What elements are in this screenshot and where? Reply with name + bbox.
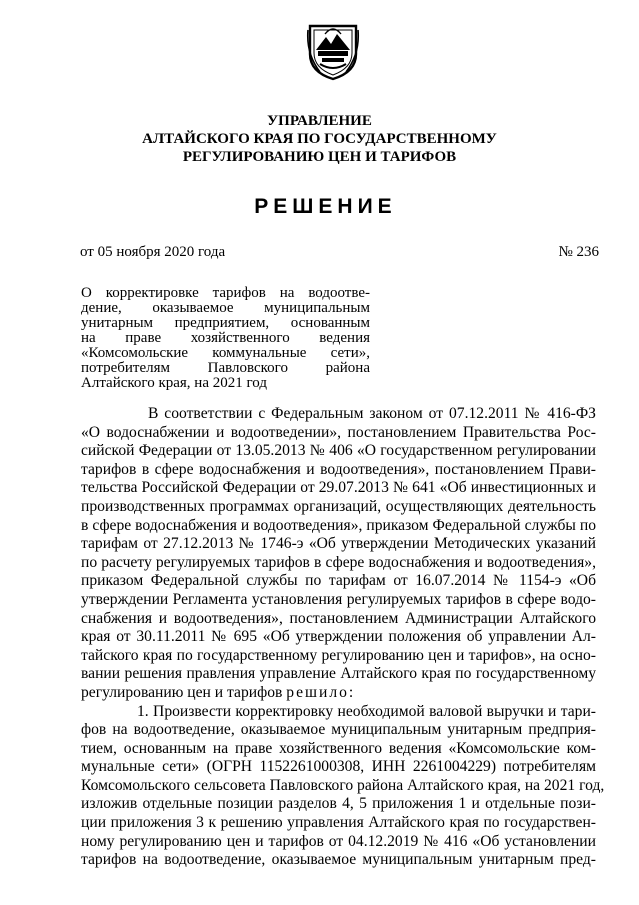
body-line: по расчету регулируемых тарифов в сфере водоснабжения и водоотведения», [81,553,596,571]
body-line [81,684,596,703]
authority-line-1: УПРАВЛЕНИЕ [267,113,372,129]
body-line: тием, основанным на праве хозяйственного ведения «Комсомольские ком- [81,739,596,757]
altai-krai-coat-of-arms-icon [306,20,360,82]
body-line: фов на водоотведение, оказываемое муниципальным унитарным предприя- [81,721,596,739]
issuing-authority [0,112,639,166]
body-line: производственных программах организаций, осуществляющих деятельность [81,497,596,515]
subject-line: Алтайского края, на 2021 год [81,375,267,391]
body-line: тарифам от 27.12.2013 № 1746-э «Об утверждении Методических указаний [81,535,596,553]
body-line: вании решения правления управление Алтайского края по государственному [81,665,596,683]
subject-line: О корректировке тарифов на водоотве- [81,285,370,301]
body-line: края от 30.11.2011 № 695 «Об утверждении положения об управлении Ал- [81,628,596,646]
body-line: тарифов на водоотведение, оказываемое муниципальным унитарным пред- [81,851,596,869]
body-line: в сфере водоснабжения и водоотведения», приказом Федеральной службы по [81,516,596,534]
body-line: утверждении Регламента установления регулируемых тарифов в сфере водо- [81,590,596,608]
body-line: изложив отдельные позиции разделов 4, 5 приложения 1 и отдельные пози- [81,795,596,813]
body-line: тарифов в сфере водоснабжения и водоотведения», постановлением Прави- [81,460,596,478]
body-line: тайского края по государственному регулированию цен и тарифов», на осно- [81,646,596,664]
subject-line: на праве хозяйственного ведения [81,330,370,346]
body-line: сийской Федерации от 13.05.2013 № 406 «О государственном регулировании [81,442,596,460]
subject-line: унитарным предприятием, основанным [81,315,370,331]
body-line: мунальные сети» (ОГРН 1152261000308, ИНН 2261004229) потребителям [81,758,596,776]
body-line-text: регулированию цен и тарифов [81,683,283,701]
authority-line-3: РЕГУЛИРОВАНИЮ ЦЕН И ТАРИФОВ [182,149,457,165]
body-line: тельства Российской Федерации от 29.07.2013 № 641 «Об инвестиционных и [81,479,596,497]
authority-line-2: АЛТАЙСКОГО КРАЯ ПО ГОСУДАРСТВЕННОМУ [142,131,497,147]
document-body [81,405,605,870]
document-title: РЕШЕНИЕ [254,195,397,218]
document-number: № 236 [558,244,599,260]
document-date: от 05 ноября 2020 года [80,244,226,260]
subject-line: дение, оказываемое муниципальным [81,300,370,316]
decided-word: решило: [286,683,356,701]
body-line: приказом Федеральной службы по тарифам от 16.07.2014 № 1154-э «Об [81,572,596,590]
body-line: Комсомольского сельсовета Павловского района Алтайского края, на 2021 год, [81,776,605,794]
document-subject [81,286,370,391]
body-line: В соответствии с Федеральным законом от 07.12.2011 № 416-ФЗ [148,405,596,422]
body-line: ции приложения 3 к решению управления Алтайского края по государствен- [81,814,596,832]
body-line: снабжения и водоотведения», постановлением Администрации Алтайского [81,609,596,627]
body-line: ному регулированию цен и тарифов от 04.12.2019 № 416 «Об установлении [81,832,596,850]
subject-line: потребителям Павловского района [81,360,370,376]
body-line: «О водоснабжении и водоотведении», постановлением Правительства Рос- [81,423,596,441]
body-line: 1. Произвести корректировку необходимой валовой выручки и тари- [137,702,596,720]
subject-line: «Комсомольские коммунальные сети», [81,345,370,361]
